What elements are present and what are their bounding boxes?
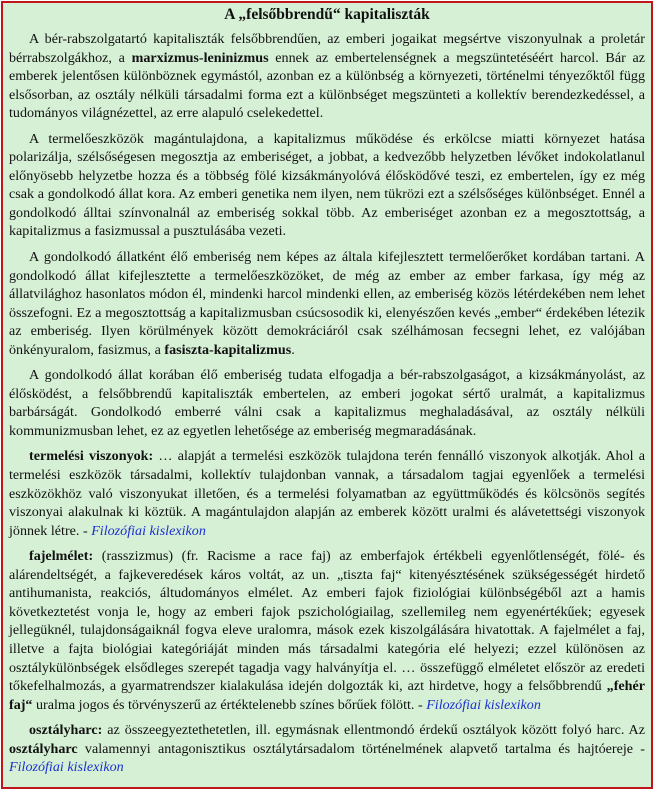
paragraph-text: A gondolkodó állatként élő emberiség nem képes az általa kifejlesztett termelőerőket kordában tartani. A gondolkodó állat kifejlesztette a termelőeszközöket, de még az ember az ember farkasa, így még az állatvilághoz hasonlatos módon él, mindenki harcol mindenki ellen, az emberiség közös létérdekében nem lehet összefogni. Ez a megosztottság a kapitalizmusban csúcsosodik ki, elenyészően kevés „ember“ érdekében létezik az emberiség. Ilyen körülmények között demokráciáról csak szélhámosan fecsegni lehet, ez valójában önkényuralom, fasizmus, a <box>9 249 645 358</box>
bold-term: marxizmus-leninizmus <box>131 49 269 66</box>
source-link[interactable]: Filozófiai kislexikon <box>9 759 124 776</box>
definition-term: fajelmélet: <box>29 548 94 565</box>
article-title: A „felsőbbrendű“ kapitaliszták <box>224 6 430 23</box>
paragraph-text: A termelőeszközök magántulajdona, a kapitalizmus működése és erkölcse miatti környezet hatása polarizálja, szélsőségesen megosztja az emberiséget, a jobbat, a kedvezőbb helyzetben lévőket indokolatlanul előnyösebb helyzetbe hozza és a többség fölé kizsákmányolóvá élősködővé teszi, ez embertelen, így ez még csak a gondolkodó állat kora. Az emberi genetika nem ilyen, nem tükrözi ezt a szélsőséges különbséget. Ennél a gondolkodó álltai színvonalnál az emberiség sokkal több. Az emberiséget azonban ez a megosztottság, a kapitalizmus a fasizmussal a pusztulásába vezeti. <box>9 130 645 240</box>
bold-term: fasiszta-kapitalizmus <box>164 341 292 358</box>
paragraph-4 <box>9 366 645 440</box>
definition-text: uralma jogos és törvényszerű az értéktelenebb színes bőrűek fölött. - <box>32 696 427 713</box>
paragraph-1 <box>9 30 645 123</box>
definition-text: valamennyi antagonisztikus osztálytársadalom történelmének alapvető tartalma és hajtóereje - <box>77 740 645 757</box>
definition-term: termelési viszonyok: <box>29 448 154 465</box>
definition-termelesi-viszonyok <box>9 447 645 540</box>
bold-term: „fehér faj“ <box>9 678 645 713</box>
source-link[interactable]: Filozófiai kislexikon <box>426 696 541 713</box>
definition-osztalyharc <box>9 721 645 777</box>
definition-fajelmelet <box>9 547 645 714</box>
definition-text: (rasszizmus) (fr. Racisme a race faj) az emberfajok értékbeli egyenlőtlenségét, fölé- és alárendeltségét, a fajkeveredések káros voltát, az un. „tiszta faj“ kitenyésztésének szükségességét hirdető antihumanista, reakciós, áltudományos elmélet. Az emberi fajok fiziológiai különbségéből azt a hamis következtetést vonja le, hogy az emberi fajok pszichológiailag, szellemileg nem egyenértékűek; egyesek jellegüknél, tulajdonságaiknál fogva eleve uralomra, mások ezek kiszolgálására hivatottak. A fajelmélet a faj, illetve a fajta biológiai kategóriáját minden más társadalmi kategória elé helyezi; ezzel különösen az osztálykülönbségek elsődleges szerepét tagadja vagy halványítja el. … összefüggő elméletet először az eredeti tőkefelhalmozás, a gyarmatrendszer kialakulása idején dolgozták ki, azt hirdetve, hogy a felsőbbrendű <box>9 548 645 695</box>
paragraph-text: ennek az embertelenségnek a megszüntetéséért harcol. Bár az emberek jelentősen különböznek egymástól, azonban ez a különbség a környezeti, történelmi tényezőktől függ elsősorban, az osztály nélküli társadalmi forma ezt a különbséget megszünteti a kollektív berendezkedéssel, a tudományos világnézettel, az erre alapuló cselekedettel. <box>9 49 645 122</box>
source-link[interactable]: Filozófiai kislexikon <box>91 522 206 539</box>
paragraph-text: A bér-rabszolgatartó kapitaliszták felsőbbrendűen, az emberi jogaikat megsértve viszonyulnak a proletár bérrabszolgákhoz, a <box>9 31 645 66</box>
article-frame <box>1 1 653 789</box>
paragraph-2 <box>9 130 645 241</box>
definition-text: … alapját a termelési eszközök tulajdona terén fennálló viszonyok alkotják. Ahol a termelési eszközök társadalmi, kollektív tulajdonban vannak, a társadalom tagjai egyenlőek a termelési eszközökhöz való viszonyukat illetően, és a termelési folyamatban az együttműködés és kölcsönös segítés viszonyai alakulnak ki köztük. A magántulajdon alapján az emberek között uralmi és alávetettségi viszonyok jönnek létre. - <box>9 448 645 539</box>
bold-term: osztályharc <box>9 740 78 757</box>
paragraph-text: . <box>291 341 295 358</box>
definition-text: az összeegyeztethetetlen, ill. egymásnak ellentmondó érdekű osztályok között folyó harc. Az <box>102 722 645 739</box>
definition-term: osztályharc: <box>29 722 103 739</box>
paragraph-3 <box>9 248 645 359</box>
paragraph-text: A gondolkodó állat korában élő emberiség tudata elfogadja a bér-rabszolgaságot, a kizsákmányolást, az élősködést, a felsőbbrendű kapitaliszták embertelen, az emberi jogokat sértő uralmát, a kapitalizmus barbárságát. Gondolkodó emberré válni csak a kapitalizmus meghaladásával, az osztály nélküli kommunizmusban lehet, ez az egyetlen lehetősége az emberiség megmaradásának. <box>9 367 645 439</box>
